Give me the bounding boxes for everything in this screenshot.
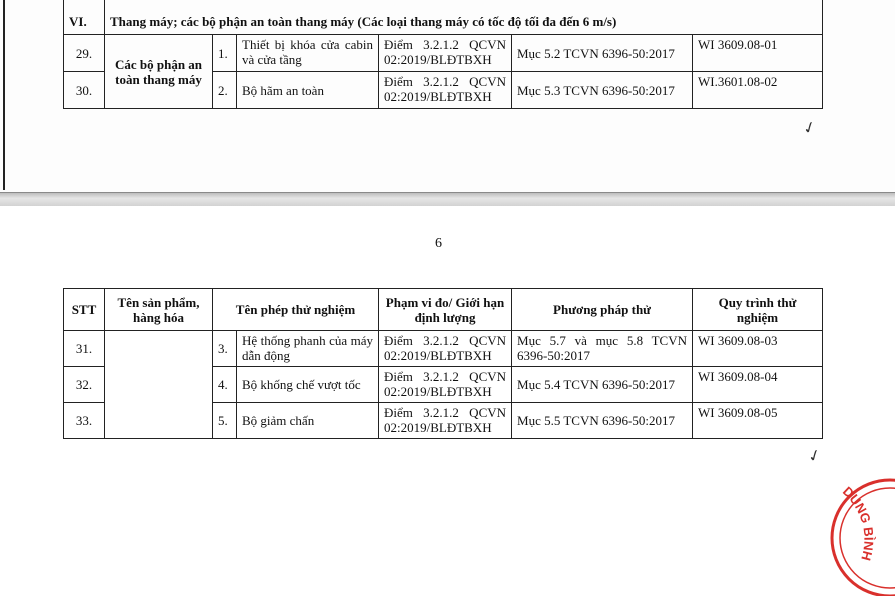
row-num: 5.: [213, 403, 237, 439]
row-method: Mục 5.7 và mục 5.8 TCVN 6396-50:2017: [512, 331, 693, 367]
accreditation-table-top: [63, 0, 823, 109]
header-test: Tên phép thử nghiệm: [213, 289, 379, 331]
row-method: Mục 5.3 TCVN 6396-50:2017: [512, 72, 693, 109]
group-name: Các bộ phận an toàn thang máy: [105, 35, 213, 109]
header-stt: STT: [64, 289, 105, 331]
row-name: Bộ hãm an toàn: [237, 72, 379, 109]
row-num: 2.: [213, 72, 237, 109]
table-row: [64, 35, 823, 72]
seal-text: DUNG BÌNH: [839, 483, 877, 563]
row-name: Hệ thống phanh của máy dẫn động: [237, 331, 379, 367]
header-method: Phương pháp thử: [512, 289, 693, 331]
stamp-seal-icon: [812, 476, 895, 596]
row-stt: 33.: [64, 403, 105, 439]
page-6: [0, 206, 895, 597]
row-name: Thiết bị khóa cửa cabin và cửa tầng: [237, 35, 379, 72]
row-scope: Điểm 3.2.1.2 QCVN 02:2019/BLĐTBXH: [379, 403, 512, 439]
row-procedure: WI 3609.08-04: [693, 367, 823, 403]
row-scope: Điểm 3.2.1.2 QCVN 02:2019/BLĐTBXH: [379, 331, 512, 367]
row-num: 1.: [213, 35, 237, 72]
check-mark-icon: ✓: [800, 118, 820, 139]
header-product: Tên sản phẩm, hàng hóa: [105, 289, 213, 331]
accreditation-table: [63, 288, 823, 439]
section-title: Thang máy; các bộ phận an toàn thang máy (Các loại thang máy có tốc độ tối đa đến 6 m/s): [105, 0, 823, 35]
row-method: Mục 5.5 TCVN 6396-50:2017: [512, 403, 693, 439]
row-num: 3.: [213, 331, 237, 367]
row-procedure: WI.3601.08-02: [693, 72, 823, 109]
row-scope: Điểm 3.2.1.2 QCVN 02:2019/BLĐTBXH: [379, 72, 512, 109]
row-scope: Điểm 3.2.1.2 QCVN 02:2019/BLĐTBXH: [379, 35, 512, 72]
page-edge-line: [3, 0, 5, 190]
header-scope: Phạm vi đo/ Giới hạn định lượng: [379, 289, 512, 331]
header-row: [64, 289, 823, 331]
row-procedure: WI 3609.08-01: [693, 35, 823, 72]
row-name: Bộ khống chế vượt tốc: [237, 367, 379, 403]
row-stt: 29.: [64, 35, 105, 72]
row-product-empty: [105, 331, 213, 439]
row-procedure: WI 3609.08-05: [693, 403, 823, 439]
page-separator: [0, 192, 895, 207]
check-mark-icon: ✓: [805, 446, 825, 467]
row-stt: 31.: [64, 331, 105, 367]
row-method: Mục 5.4 TCVN 6396-50:2017: [512, 367, 693, 403]
section-row: [64, 0, 823, 35]
page-number: 6: [435, 236, 442, 251]
row-name: Bộ giảm chấn: [237, 403, 379, 439]
section-number: VI.: [64, 0, 105, 35]
page-top-fragment: [0, 0, 895, 193]
row-num: 4.: [213, 367, 237, 403]
row-stt: 30.: [64, 72, 105, 109]
row-method: Mục 5.2 TCVN 6396-50:2017: [512, 35, 693, 72]
row-scope: Điểm 3.2.1.2 QCVN 02:2019/BLĐTBXH: [379, 367, 512, 403]
header-procedure: Quy trình thử nghiệm: [693, 289, 823, 331]
row-stt: 32.: [64, 367, 105, 403]
row-procedure: WI 3609.08-03: [693, 331, 823, 367]
table-row: [64, 331, 823, 367]
